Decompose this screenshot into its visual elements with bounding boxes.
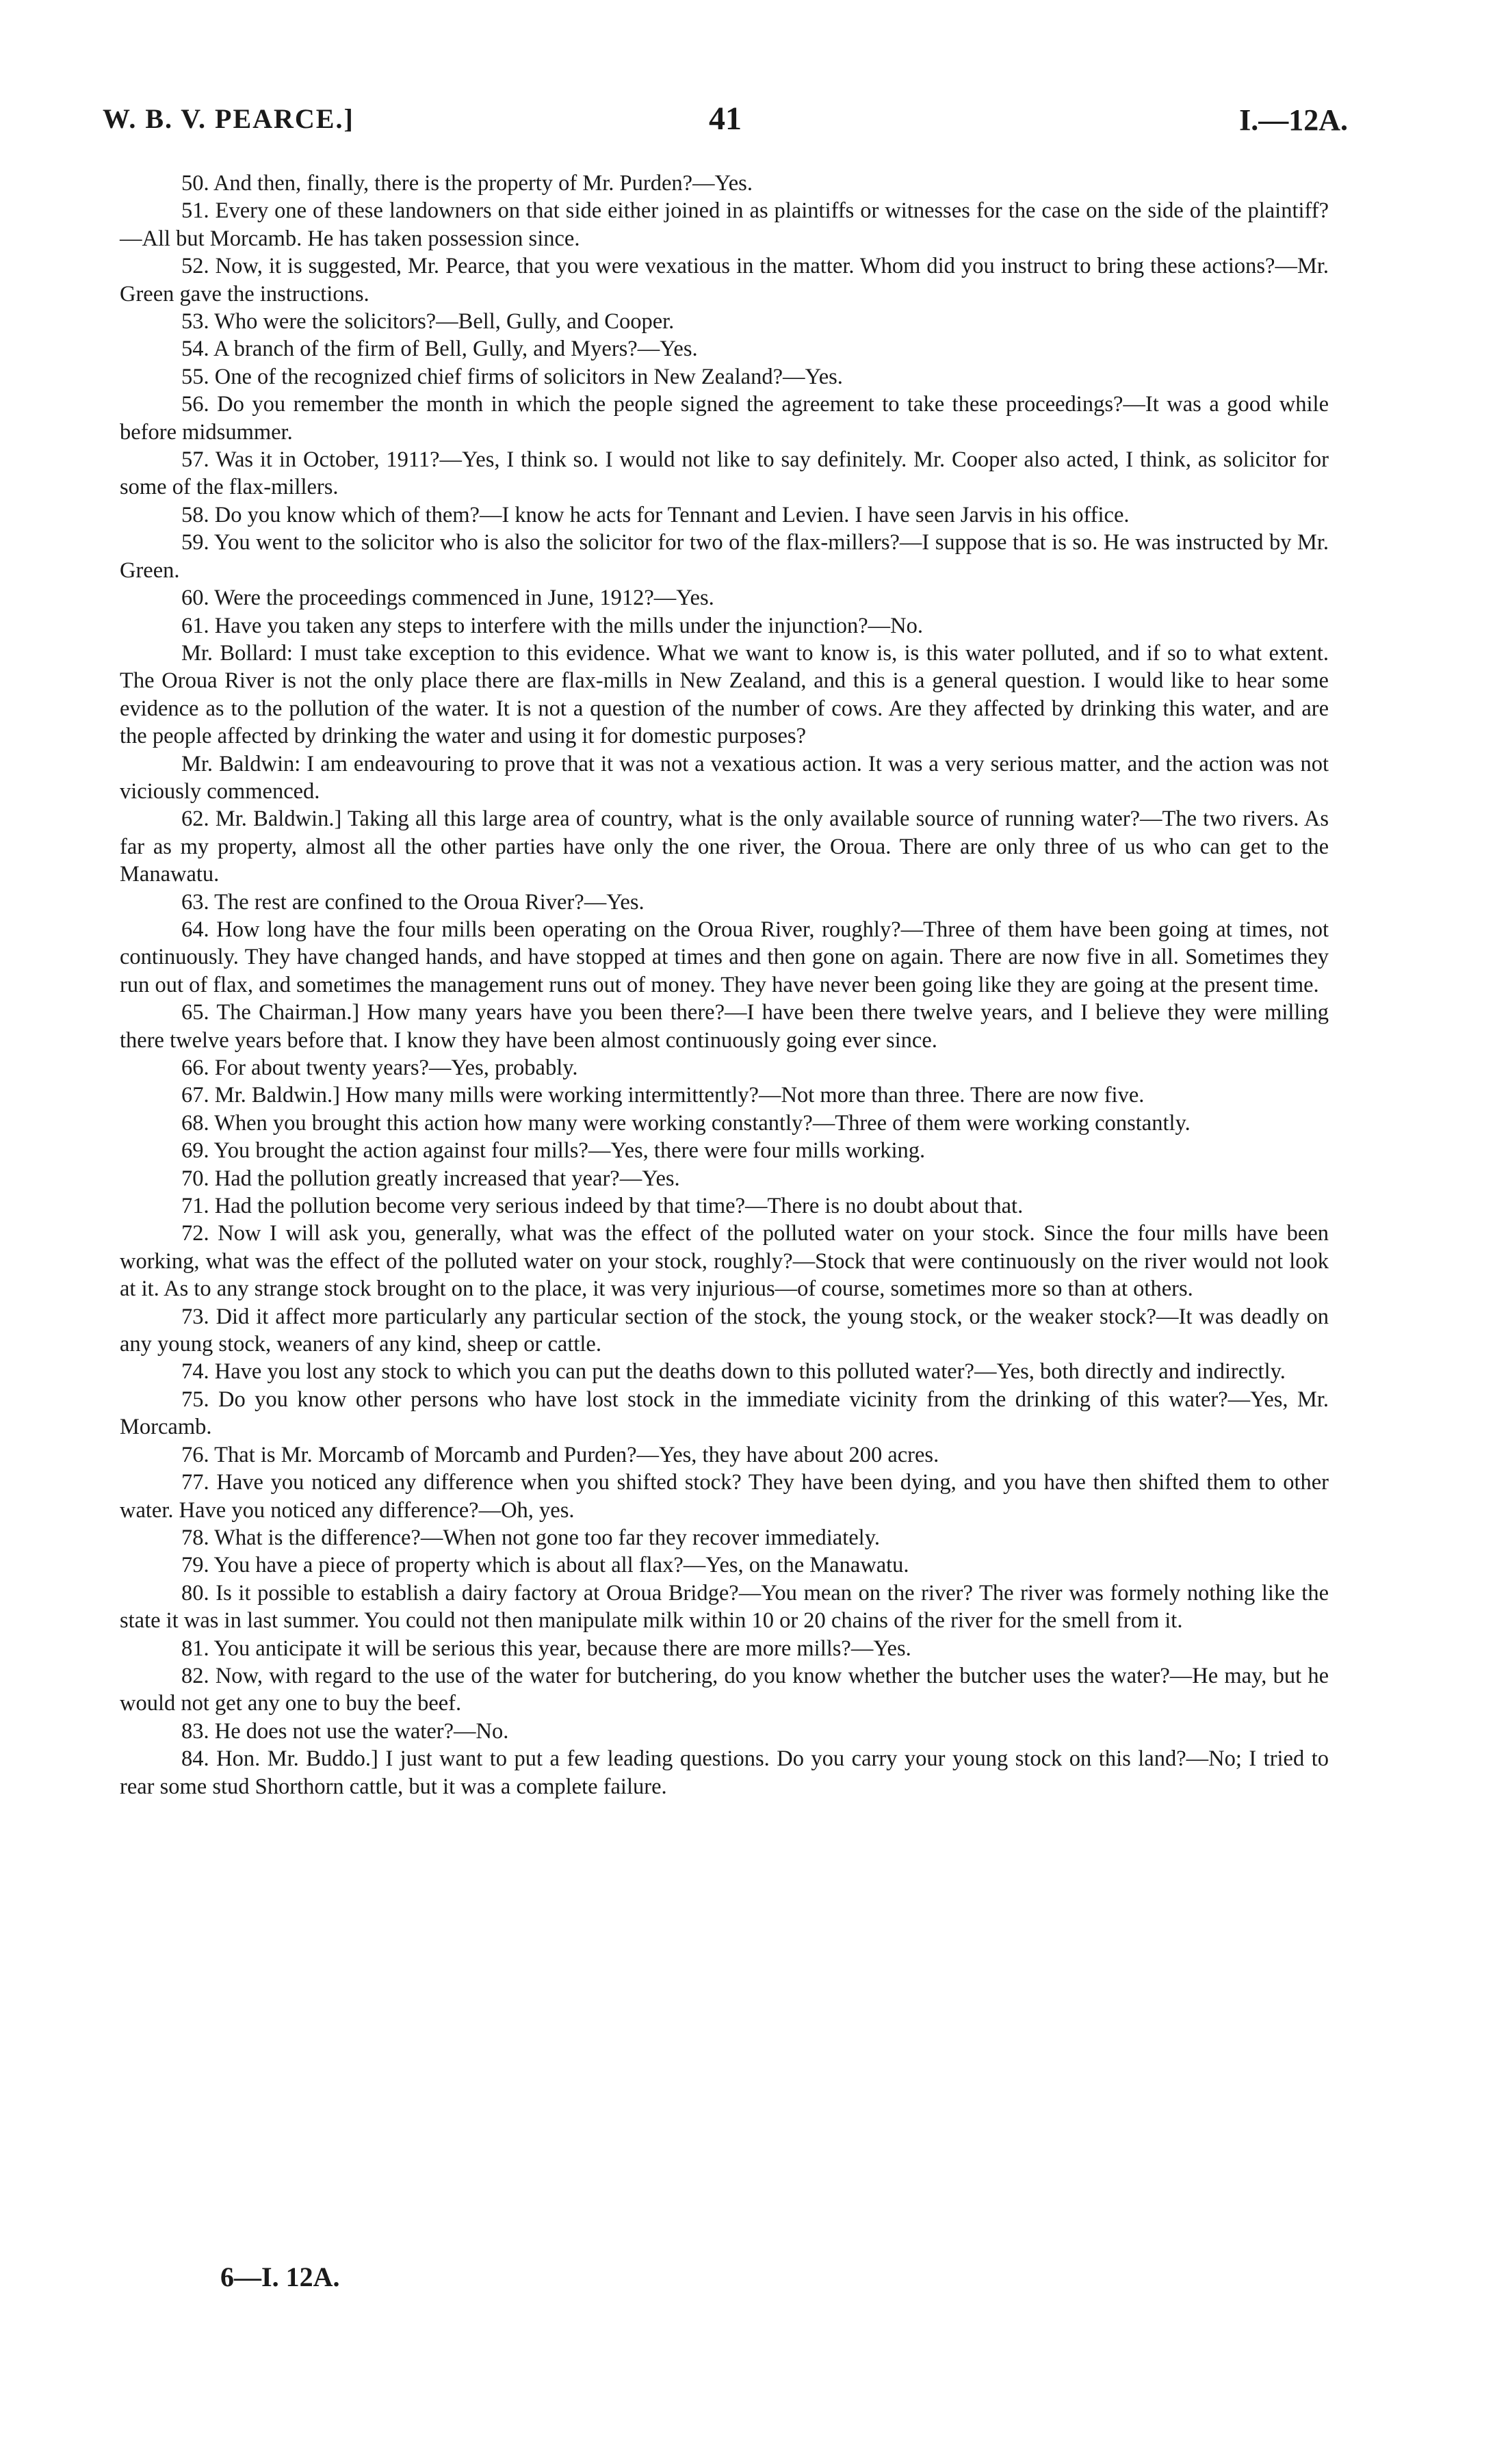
paragraph: 52. Now, it is suggested, Mr. Pearce, that you were vexatious in the matter. Whom did you instruct to bring these actions?—Mr. Green gave the instructions.	[120, 254, 1329, 306]
paragraph: 51. Every one of these landowners on that side either joined in as plaintiffs or witnesses for the case on the side of the plaintiff?—All but Morcamb. He has taken possession since.	[120, 198, 1329, 251]
witness-name: W. B. V. PEARCE.]	[103, 103, 354, 134]
paragraph: 62. Mr. Baldwin.] Taking all this large area of country, what is the only available source of running water?—The two rivers. As far as my property, almost all the other parties have only the one river, the Oroua. There are only three of us who can get to the Manawatu.	[120, 807, 1329, 887]
paragraph: 65. The Chairman.] How many years have you been there?—I have been there twelve years, and I believe they were milling there twelve years before that. I know they have been almost continuously going ever since.	[120, 1000, 1329, 1053]
paragraph: 70. Had the pollution greatly increased that year?—Yes.	[181, 1166, 680, 1191]
paragraph: 55. One of the recognized chief firms of solicitors in New Zealand?—Yes.	[181, 364, 843, 389]
paragraph: 73. Did it affect more particularly any particular section of the stock, the young stock, or the weaker stock?—It was deadly on any young stock, weaners of any kind, sheep or cattle.	[120, 1304, 1329, 1357]
paragraph: 80. Is it possible to establish a dairy factory at Oroua Bridge?—You mean on the river? The river was formely nothing like the state it was in last summer. You could not then manipulate milk within 10 or 20 chains of the river for the smell from it.	[120, 1580, 1329, 1634]
paragraph: 68. When you brought this action how many were working constantly?—Three of them were working constantly.	[181, 1110, 1191, 1136]
paragraph: 72. Now I will ask you, generally, what was the effect of the polluted water on your stock. Since the four mills have been working, what was the effect of the polluted water on your stock, roughly?—Stock that were continuously on the river would not look at it. As to any strange stock brought on to the place, it was very injurious—of course, sometimes more so than at others.	[120, 1221, 1329, 1302]
paragraph: 79. You have a piece of property which is about all flax?—Yes, on the Manawatu.	[181, 1553, 909, 1578]
paragraph: 61. Have you taken any steps to interfere with the mills under the injunction?—No.	[181, 613, 923, 638]
signature-mark: 6—I. 12A.	[220, 2262, 340, 2292]
paragraph: Mr. Bollard: I must take exception to this evidence. What we want to know is, is this water polluted, and if so to what extent. The Oroua River is not the only place there are flax-mills in New Zealand, and this is a general question. I would like to hear some evidence as to the pollution of the water. It is not a question of the number of cows. Are they affected by drinking this water, and are the people affected by drinking the water and using it for domestic purposes?	[120, 640, 1329, 749]
paragraph: 54. A branch of the firm of Bell, Gully, and Myers?—Yes.	[181, 337, 698, 362]
paragraph: 71. Had the pollution become very serious indeed by that time?—There is no doubt about that.	[181, 1194, 1024, 1219]
paragraph: 66. For about twenty years?—Yes, probably.	[181, 1056, 578, 1080]
paragraph: Mr. Baldwin: I am endeavouring to prove that it was not a vexatious action. It was a very serious matter, and the action was not viciously commenced.	[120, 751, 1329, 804]
paragraph: 60. Were the proceedings commenced in June, 1912?—Yes.	[181, 586, 714, 611]
paragraph: 74. Have you lost any stock to which you can put the deaths down to this polluted water?—Yes, both directly and indirectly.	[181, 1359, 1286, 1385]
paragraph: 53. Who were the solicitors?—Bell, Gully, and Cooper.	[181, 309, 675, 335]
paragraph: 64. How long have the four mills been operating on the Oroua River, roughly?—Three of them have been going at times, not continuously. They have changed hands, and have stopped at times and then gone on again. There are now five in all. Sometimes they run out of flax, and sometimes the management runs out of money. They have never been going like they are going at the present time.	[120, 917, 1329, 997]
paragraph: 77. Have you noticed any difference when you shifted stock? They have been dying, and you have then shifted them to other water. Have you noticed any difference?—Oh, yes.	[120, 1470, 1329, 1523]
page-number: 41	[709, 101, 742, 137]
paragraph: 69. You brought the action against four mills?—Yes, there were four mills working.	[181, 1138, 926, 1164]
paragraph: 76. That is Mr. Morcamb of Morcamb and Purden?—Yes, they have about 200 acres.	[181, 1442, 939, 1467]
paragraph: 50. And then, finally, there is the property of Mr. Purden?—Yes.	[181, 171, 753, 196]
paragraph: 67. Mr. Baldwin.] How many mills were working intermittently?—Not more than three. There are now five.	[181, 1083, 1145, 1108]
paragraph: 84. Hon. Mr. Buddo.] I just want to put a few leading questions. Do you carry your young stock on this land?—No; I tried to rear some stud Shorthorn cattle, but it was a complete failure.	[120, 1746, 1329, 1799]
paragraph: 58. Do you know which of them?—I know he acts for Tennant and Levien. I have seen Jarvis in his office.	[181, 502, 1130, 527]
paragraph: 75. Do you know other persons who have lost stock in the immediate vicinity from the drinking of this water?—Yes, Mr. Morcamb.	[120, 1387, 1329, 1440]
paragraph: 82. Now, with regard to the use of the water for butchering, do you know whether the butcher uses the water?—He may, but he would not get any one to buy the beef.	[120, 1663, 1329, 1716]
page-header	[103, 103, 1348, 144]
paragraph: 63. The rest are confined to the Oroua River?—Yes.	[181, 889, 645, 915]
paragraph: 59. You went to the solicitor who is also the solicitor for two of the flax-millers?—I suppose that is so. He was instructed by Mr. Green.	[120, 530, 1329, 583]
paragraph: 83. He does not use the water?—No.	[181, 1718, 509, 1744]
testimony-body	[120, 170, 1329, 1800]
paragraph: 56. Do you remember the month in which the people signed the agreement to take these proceedings?—It was a good while before midsummer.	[120, 392, 1329, 445]
paragraph: 57. Was it in October, 1911?—Yes, I think so. I would not like to say definitely. Mr. Cooper also acted, I think, as solicitor for some of the flax-millers.	[120, 447, 1329, 500]
paragraph: 78. What is the difference?—When not gone too far they recover immediately.	[181, 1525, 880, 1550]
document-reference: I.—12A.	[1239, 103, 1348, 137]
paragraph: 81. You anticipate it will be serious this year, because there are more mills?—Yes.	[181, 1636, 911, 1661]
